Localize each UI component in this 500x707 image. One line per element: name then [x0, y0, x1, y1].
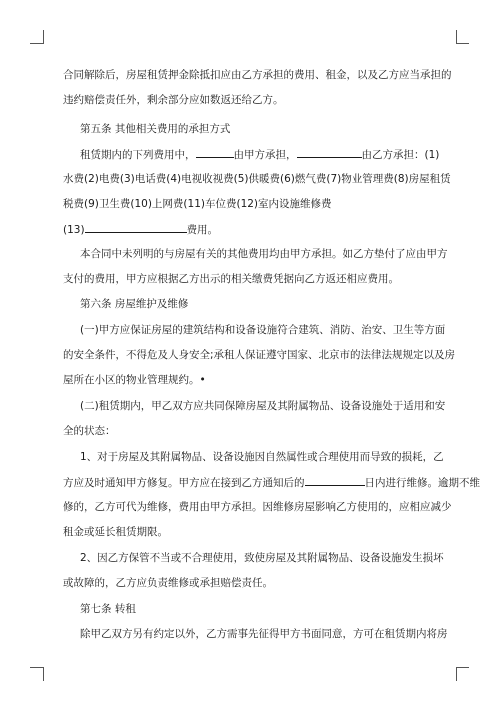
fee-item-13-line [63, 222, 443, 237]
fee-line-prefix: 租赁期内的下列费用中， [80, 149, 196, 161]
landlord-fee-blank [196, 147, 234, 158]
paragraph-line: 的安全条件，不得危及人身安全;承租人保证遵守国家、北京市的法律法规规定以及房 [63, 349, 456, 361]
paragraph-line: 修的，乙方可代为维修，费用由甲方承担。因维修房屋影响乙方使用的，应相应减少 [63, 501, 452, 513]
tenant-fee-blank [297, 147, 362, 158]
paragraph-line: 2、因乙方保管不当或不合理使用，致使房屋及其附属物品、设备设施发生损坏 [80, 552, 444, 564]
paragraph-line: (二)租赁期内，甲乙双方应共同保障房屋及其附属物品、设备设施处于适用和安 [80, 400, 446, 412]
item-13-suffix: 费用。 [186, 224, 219, 236]
paragraph-line: 违约赔偿责任外，剩余部分应如数返还给乙方。 [63, 94, 284, 106]
item-13-prefix: (13) [63, 224, 85, 236]
paragraph-line: 税费(9)卫生费(10)上网费(11)车位费(12)室内设施维修费 [63, 198, 332, 210]
article-6-heading: 第六条 房屋维护及维修 [80, 298, 189, 310]
fee-line-middle: 由甲方承担， [233, 149, 297, 161]
paragraph-line: 租金或延长租赁期限。 [63, 526, 168, 538]
paragraph-line: (一)甲方应保证房屋的建筑结构和设备设施符合建筑、消防、治安、卫生等方面 [80, 324, 446, 336]
paragraph-line: 或故障的，乙方应负责维修或承担赔偿责任。 [63, 577, 273, 589]
fee-line-suffix: 由乙方承担：(1) [361, 149, 440, 161]
repair-days-blank [305, 475, 365, 486]
article-5-heading: 第五条 其他相关费用的承担方式 [80, 123, 231, 135]
item-13-blank [85, 222, 187, 233]
repair-days-line [63, 475, 480, 490]
paragraph-line: 1、对于房屋及其附属物品、设备设施因自然属性或合理使用而导致的损耗，乙 [80, 451, 444, 463]
fee-allocation-line [80, 147, 443, 162]
paragraph-line: 全的状态： [63, 425, 116, 437]
paragraph-line: 支付的费用，甲方应根据乙方出示的相关缴费凭据向乙方返还相应费用。 [63, 273, 399, 285]
paragraph-line: 除甲乙双方另有约定以外，乙方需事先征得甲方书面同意，方可在租赁期内将房 [80, 628, 448, 640]
article-7-heading: 第七条 转租 [80, 603, 136, 615]
paragraph-line: 合同解除后，房屋租赁押金除抵扣应由乙方承担的费用、租金，以及乙方应当承担的 [63, 69, 452, 81]
paragraph-line: 屋所在小区的物业管理规约。• [63, 374, 206, 386]
paragraph-line: 水费(2)电费(3)电话费(4)电视收视费(5)供暖费(6)燃气费(7)物业管理费(8)房屋租赁 [63, 173, 451, 185]
repair-days-suffix: 日内进行维修。逾期不维 [364, 477, 480, 489]
paragraph-line: 本合同中未列明的与房屋有关的其他费用均由甲方承担。如乙方垫付了应由甲方 [80, 248, 448, 260]
repair-days-prefix: 方应及时通知甲方修复。甲方应在接到乙方通知后的 [63, 477, 305, 489]
